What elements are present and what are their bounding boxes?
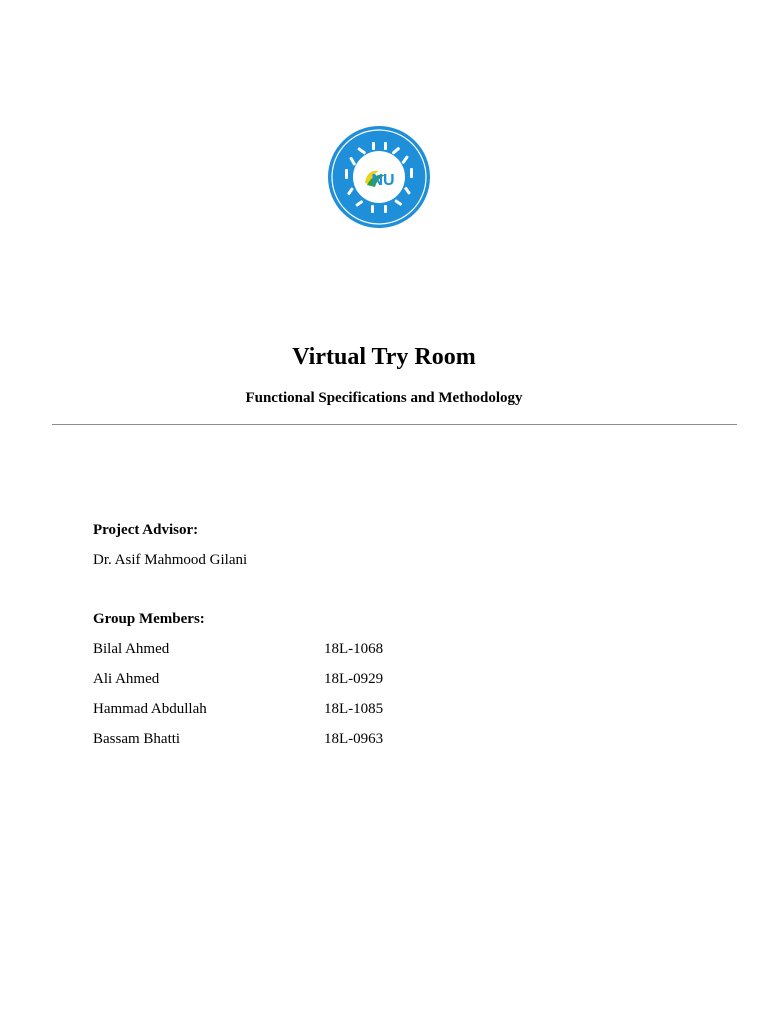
university-seal-icon (327, 125, 431, 229)
university-logo (327, 125, 431, 229)
member-id: 18L-1085 (324, 701, 384, 717)
member-id: 18L-0929 (324, 671, 384, 687)
document-title: Virtual Try Room (292, 344, 476, 370)
horizontal-divider (52, 424, 737, 425)
advisor-heading: Project Advisor: (93, 522, 199, 538)
group-members-heading: Group Members: (93, 611, 205, 627)
member-name: Bassam Bhatti (93, 731, 181, 747)
member-id: 18L-1068 (324, 641, 384, 657)
document-subtitle: Functional Specifications and Methodology (245, 390, 523, 406)
member-name: Hammad Abdullah (93, 701, 207, 717)
member-id: 18L-0963 (324, 731, 384, 747)
logo-center-text: NU (371, 172, 395, 189)
member-name: Ali Ahmed (93, 671, 160, 687)
advisor-name: Dr. Asif Mahmood Gilani (93, 552, 248, 568)
member-name: Bilal Ahmed (93, 641, 170, 657)
